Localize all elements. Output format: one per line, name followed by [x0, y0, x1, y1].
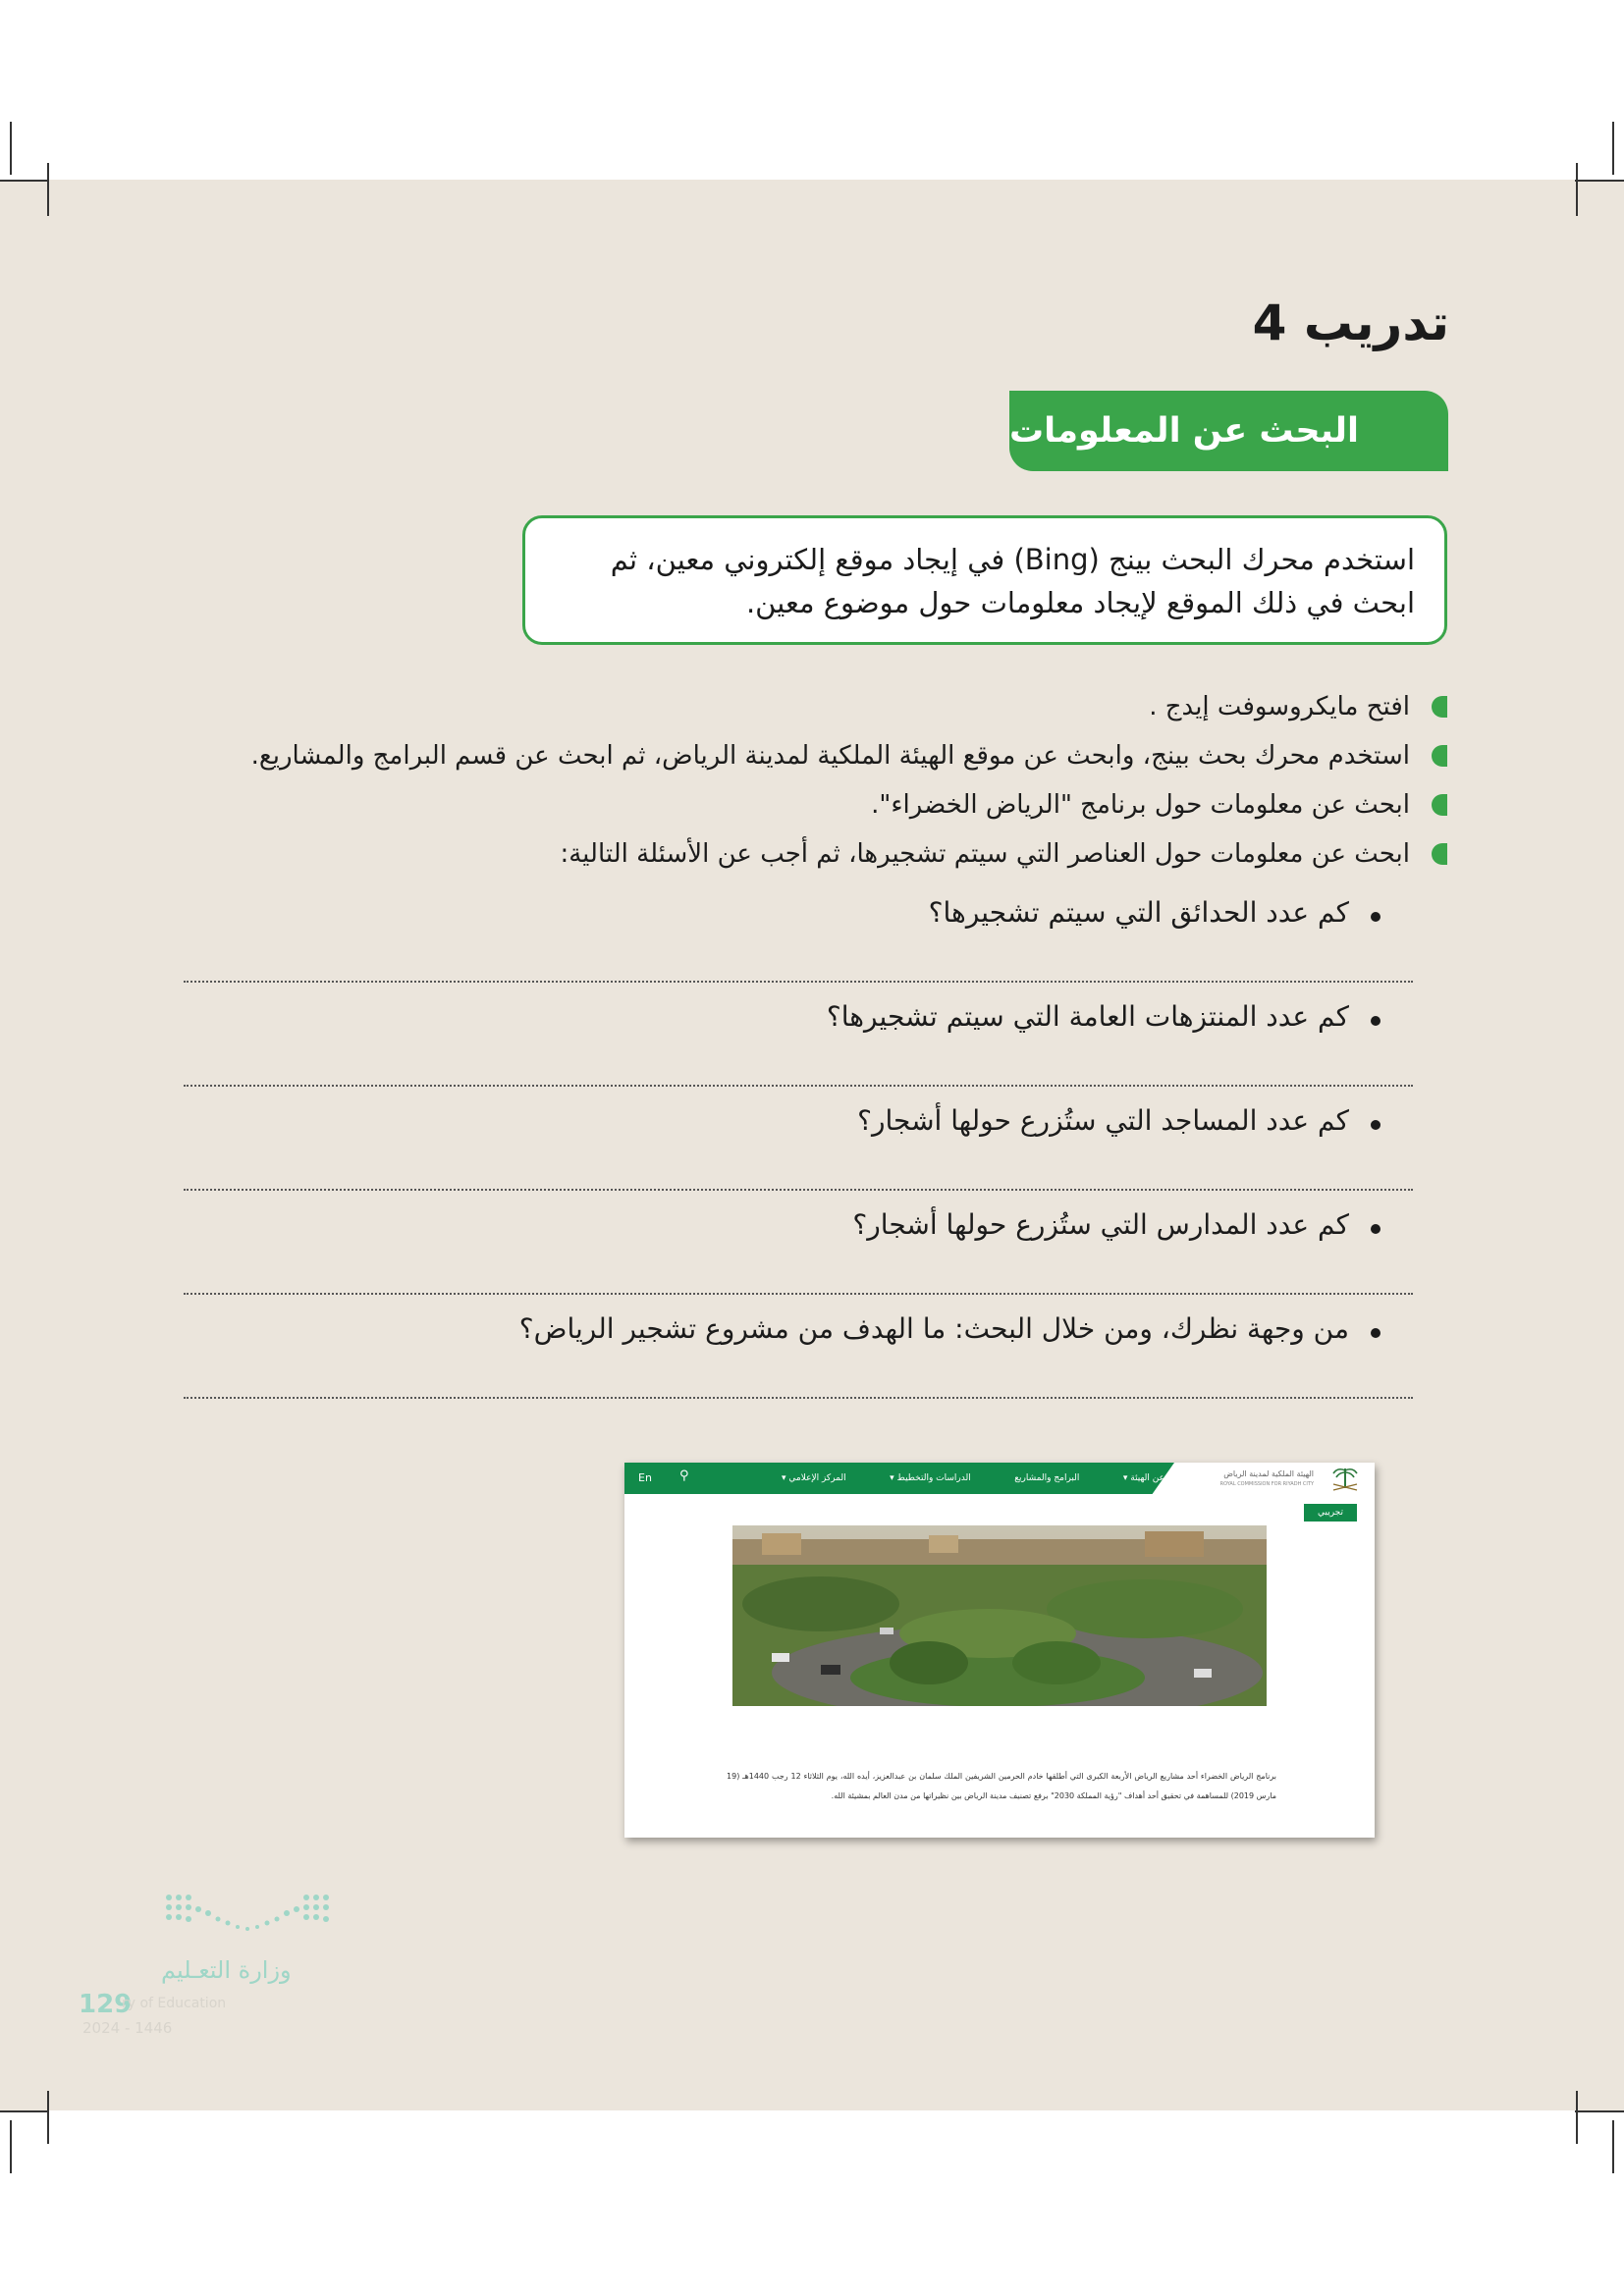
- crop-mark: [1576, 2091, 1578, 2144]
- instruction-line: ابحث في ذلك الموقع لإيجاد معلومات حول موضوع معين.: [745, 586, 1415, 619]
- step-item: استخدم محرك بحث بينج، وابحث عن موقع الهيئة الملكية لمدينة الرياض، ثم ابحث عن قسم البرامج والمشاريع.: [171, 731, 1447, 780]
- crop-mark: [47, 2091, 49, 2144]
- question-text: كم عدد الحدائق التي سيتم تشجيرها؟: [928, 896, 1349, 929]
- page-title: تدريب 4: [1252, 294, 1449, 351]
- question-item: [161, 992, 1388, 1096]
- section-title: البحث عن المعلومات: [1009, 411, 1360, 451]
- crop-mark: [1576, 163, 1578, 216]
- riyadh-green-photo: [732, 1525, 1267, 1706]
- website-tag: تجريبي: [1304, 1504, 1357, 1522]
- crop-mark: [0, 180, 49, 182]
- question-text: كم عدد المساجد التي ستُزرع حولها أشجار؟: [857, 1104, 1349, 1137]
- crop-mark: [47, 163, 49, 216]
- step-item: افتح مايكروسوفت إيدج .: [171, 682, 1447, 731]
- question-text: كم عدد المنتزهات العامة التي سيتم تشجيرها؟: [826, 1000, 1349, 1033]
- crop-mark: [1612, 122, 1614, 175]
- answer-line[interactable]: [184, 1085, 1413, 1087]
- bullet-icon: [1432, 843, 1447, 865]
- answer-line[interactable]: [184, 981, 1413, 983]
- website-body-text: برنامج الرياض الخضراء أحد مشاريع الرياض الأربعة الكبرى التي أطلقها خادم الحرمين الشريفين الملك سلمان بن عبدالعزيز، أيده الله، يوم الثلاثاء 12 رجب 1440هـ (19 مارس 2019) للمساهمة في تحقيق أحد أهداف "رؤية المملكة 2030" برفع تصنيف مدينة الرياض بين نظيراتها من مدن العالم بمشيئة الله.: [727, 1772, 1276, 1800]
- crop-mark: [1575, 2110, 1624, 2112]
- search-icon: ⚲: [679, 1468, 689, 1483]
- nav-link: الدراسات والتخطيط ▾: [890, 1473, 971, 1483]
- question-item: [161, 1305, 1388, 1409]
- ministry-dots-icon: [163, 1890, 330, 1939]
- bullet-icon: [1371, 1328, 1380, 1338]
- bullet-icon: [1432, 745, 1447, 767]
- nav-link: عن الهيئة ▾: [1122, 1473, 1164, 1483]
- page-number: 129: [79, 1990, 133, 2019]
- question-item: [161, 888, 1388, 992]
- answer-line[interactable]: [184, 1397, 1413, 1399]
- ministry-name: وزارة التعـليم: [161, 1956, 292, 1984]
- bullet-icon: [1432, 696, 1447, 718]
- crop-mark: [10, 2120, 12, 2173]
- website-screenshot: [624, 1463, 1375, 1838]
- steps-list: [171, 682, 1447, 879]
- answer-line[interactable]: [184, 1293, 1413, 1295]
- nav-link: المركز الإعلامي ▾: [782, 1473, 846, 1483]
- bullet-icon: [1371, 1120, 1380, 1130]
- palm-swords-logo-icon: [1326, 1465, 1365, 1494]
- crop-mark: [1575, 180, 1624, 182]
- crop-mark: [10, 122, 12, 175]
- ministry-logo: [79, 1890, 334, 2047]
- step-item: ابحث عن معلومات حول برنامج "الرياض الخضراء".: [171, 780, 1447, 829]
- question-text: كم عدد المدارس التي ستُزرع حولها أشجار؟: [852, 1208, 1349, 1241]
- bullet-icon: [1371, 1224, 1380, 1234]
- nav-link: البرامج والمشاريع: [1014, 1473, 1080, 1483]
- bullet-icon: [1371, 1016, 1380, 1026]
- instruction-line: استخدم محرك البحث بينج (Bing) في إيجاد موقع إلكتروني معين، ثم: [610, 543, 1415, 576]
- website-logo-text: الهيئة الملكية لمدينة الرياض ROYAL COMMISSION FOR RIYADH CITY: [1219, 1469, 1314, 1487]
- website-navbar: [624, 1463, 1375, 1494]
- questions-list: [161, 888, 1388, 1409]
- question-item: [161, 1201, 1388, 1305]
- section-banner: [1009, 391, 1448, 471]
- ministry-name-en: ry of Education: [122, 1996, 227, 2011]
- instruction-box: [522, 515, 1447, 645]
- crop-mark: [1612, 2120, 1614, 2173]
- step-item: ابحث عن معلومات حول العناصر التي سيتم تشجيرها، ثم أجب عن الأسئلة التالية:: [171, 829, 1447, 879]
- crop-mark: [0, 2110, 49, 2112]
- answer-line[interactable]: [184, 1189, 1413, 1191]
- bullet-icon: [1432, 794, 1447, 816]
- language-link: En: [638, 1471, 652, 1484]
- question-item: [161, 1096, 1388, 1201]
- question-text: من وجهة نظرك، ومن خلال البحث: ما الهدف من مشروع تشجير الرياض؟: [518, 1312, 1349, 1345]
- website-nav-links: [782, 1463, 1164, 1494]
- edition-year: 2024 - 1446: [82, 2019, 173, 2037]
- bullet-icon: [1371, 912, 1380, 922]
